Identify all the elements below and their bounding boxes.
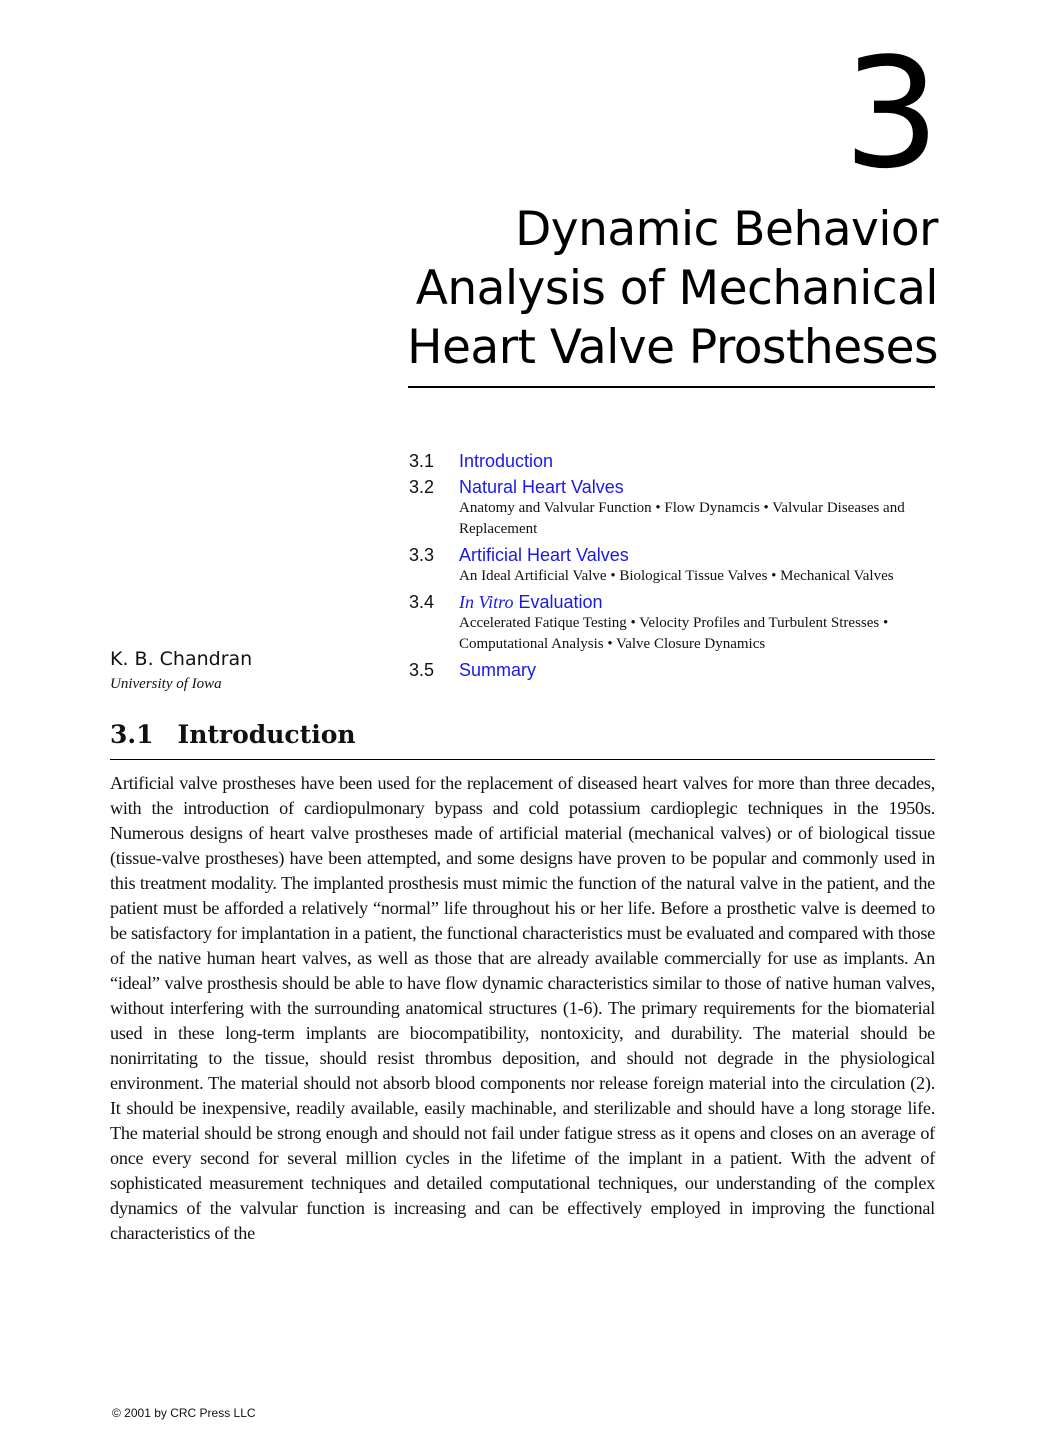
title-divider <box>408 386 935 388</box>
toc-entry-summary <box>409 659 929 681</box>
toc-number: 3.2 <box>409 477 435 497</box>
section-number: 3.1 <box>110 720 154 749</box>
toc-link-italic-part: In Vitro <box>459 592 514 612</box>
toc-number: 3.4 <box>409 592 435 612</box>
toc-entry-artificial-heart-valves <box>409 544 929 587</box>
author-affiliation: University of Iowa <box>110 676 222 692</box>
chapter-number: 3 <box>843 25 940 202</box>
toc-number: 3.5 <box>409 660 435 680</box>
toc-link-artificial-heart-valves[interactable]: Artificial Heart Valves <box>459 545 629 565</box>
section-body-paragraph: Artificial valve prostheses have been used for the replacement of diseased heart valves for more than three decades, with the introduction of cardiopulmonary bypass and cold potassium cardioplegic techniques in the 1950s. Numerous designs of heart valve prostheses made of artificial material (mechanical valves) or of biological tissue (tissue-valve prostheses) have been attempted, and some designs have proven to be popular and commonly used in this treatment modality. The implanted prosthesis must mimic the function of the natural valve in the patient, and the patient must be afforded a relatively “normal” life throughout his or her life. Before a prosthetic valve is deemed to be satisfactory for implantation in a patient, the functional characteristics must be evaluated and compared with those of the native human heart valves, as well as those that are already available commercially for use as implants. An “ideal” valve prosthesis should be able to have flow dynamic characteristics similar to those of native human valves, without interfering with the surrounding anatomical structures (1-6). The primary requirements for the biomaterial used in these long-term implants are biocompatibility, nontoxicity, and durability. The material should be nonirritating to the tissue, should resist thrombus deposition, and should not degrade in the physiological environment. The material should not absorb blood components nor release foreign material into the circulation (2). It should be inexpensive, readily available, easily machinable, and sterilizable and should have a long storage life. The material should be strong enough and should not fail under fatigue stress as it opens and closes on an average of once every second for several million cycles in the lifetime of the implant in a patient. With the advent of sophisticated measurement techniques and detailed computational techniques, our understanding of the complex dynamics of the valvular function is increasing and can be effectively employed in improving the functional characteristics of the <box>110 773 935 1243</box>
toc-subtopics: Anatomy and Valvular Function • Flow Dynamcis • Valvular Diseases and Replacement <box>459 500 905 537</box>
toc-subtopics: Accelerated Fatique Testing • Velocity Profiles and Turbulent Stresses • Computational Analysis • Valve Closure Dynamics <box>459 615 889 652</box>
section-heading <box>110 720 356 749</box>
toc-entry-in-vitro-evaluation <box>409 591 929 655</box>
toc-entry-natural-heart-valves <box>409 476 929 540</box>
toc-link-text: Evaluation <box>513 592 603 612</box>
chapter-title-line: Heart Valve Prostheses <box>407 320 938 375</box>
toc-number: 3.3 <box>409 545 435 565</box>
author-name: K. B. Chandran <box>110 648 253 670</box>
toc-entry-introduction <box>409 450 929 472</box>
section-divider <box>110 759 935 760</box>
table-of-contents <box>409 450 929 685</box>
chapter-title <box>378 200 938 377</box>
toc-link-in-vitro-evaluation[interactable] <box>459 591 929 613</box>
toc-number: 3.1 <box>409 451 435 471</box>
chapter-title-line: Dynamic Behavior <box>515 202 938 257</box>
toc-subtopics: An Ideal Artificial Valve • Biological Tissue Valves • Mechanical Valves <box>459 568 894 584</box>
toc-link-natural-heart-valves[interactable]: Natural Heart Valves <box>459 477 624 497</box>
section-title: Introduction <box>177 720 356 749</box>
toc-link-introduction[interactable]: Introduction <box>459 451 554 471</box>
toc-link-summary[interactable]: Summary <box>459 660 537 680</box>
chapter-title-line: Analysis of Mechanical <box>415 261 938 316</box>
copyright-notice: © 2001 by CRC Press LLC <box>112 1406 256 1420</box>
